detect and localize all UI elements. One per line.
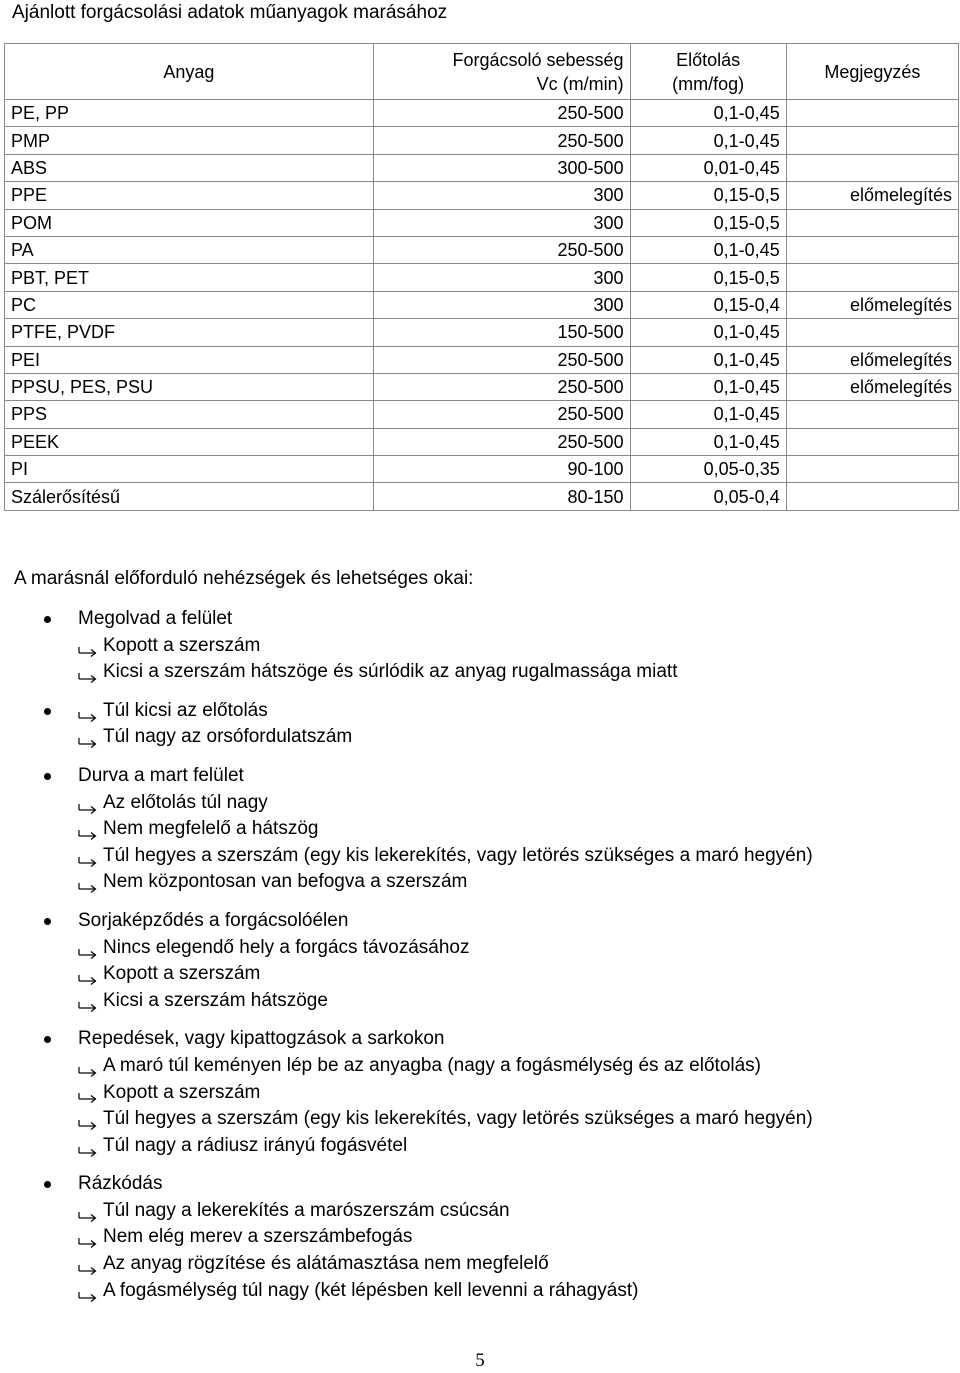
cause-text: Nincs elegendő hely a forgács távozásához <box>103 936 470 958</box>
cause-text: Túl nagy az orsófordulatszám <box>103 726 353 748</box>
bullet-icon <box>44 773 51 780</box>
cause-text: Nem központosan van befogva a szerszám <box>103 871 468 893</box>
cell-note <box>786 401 958 428</box>
cause-item <box>78 790 268 817</box>
cell-cutting-speed: 80-150 <box>373 483 630 510</box>
header-feed <box>630 44 786 100</box>
problem-line <box>0 698 960 725</box>
arrow-right-icon <box>78 1205 98 1217</box>
cause-text: Túl hegyes a szerszám (egy kis lekerekítés, vagy letörés szükséges a maró hegyén) <box>103 844 813 866</box>
problem-item <box>0 698 960 751</box>
table-row <box>5 319 959 346</box>
cell-cutting-speed: 250-500 <box>373 346 630 373</box>
problem-line <box>0 816 960 843</box>
bullet-icon <box>44 616 51 623</box>
cell-note <box>786 154 958 181</box>
page-number: 5 <box>475 1350 485 1371</box>
cause-item <box>78 843 813 870</box>
problem-line <box>0 1053 960 1080</box>
problem-line <box>0 1133 960 1160</box>
problem-line <box>0 659 960 686</box>
cause-text: Kicsi a szerszám hátszöge és súrlódik az anyag rugalmassága miatt <box>103 661 678 683</box>
cause-text: Kopott a szerszám <box>103 634 261 656</box>
cell-note: előmelegítés <box>786 373 958 400</box>
cell-material: PTFE, PVDF <box>5 319 374 346</box>
cell-note: előmelegítés <box>786 291 958 318</box>
cell-cutting-speed: 90-100 <box>373 456 630 483</box>
problem-line <box>0 935 960 962</box>
cause-item <box>78 1053 761 1080</box>
arrow-right-icon <box>78 876 98 888</box>
problem-line <box>0 908 960 935</box>
bullet-icon <box>44 708 51 715</box>
cause-text: Nem megfelelő a hátszög <box>103 818 319 840</box>
cause-item <box>78 659 677 686</box>
problem-item <box>0 763 960 896</box>
table-body <box>5 100 959 511</box>
table-row <box>5 154 959 181</box>
arrow-right-icon <box>78 1231 98 1243</box>
cell-cutting-speed: 250-500 <box>373 373 630 400</box>
cell-material: PBT, PET <box>5 264 374 291</box>
cell-material: PE, PP <box>5 100 374 127</box>
problem-line <box>0 1171 960 1198</box>
cell-cutting-speed: 150-500 <box>373 319 630 346</box>
cell-note <box>786 209 958 236</box>
cell-cutting-speed: 250-500 <box>373 428 630 455</box>
problem-item <box>0 606 960 686</box>
problems-list <box>0 606 960 1316</box>
cell-material: PI <box>5 456 374 483</box>
cell-note <box>786 236 958 263</box>
problem-title: Megolvad a felület <box>78 608 233 629</box>
cell-material: PA <box>5 236 374 263</box>
cell-note <box>786 428 958 455</box>
arrow-right-icon <box>78 823 98 835</box>
cause-item <box>78 869 467 896</box>
bullet-icon <box>44 1036 51 1043</box>
page-title: Ajánlott forgácsolási adatok műanyagok marásához <box>12 2 448 23</box>
problem-line <box>0 1198 960 1225</box>
cell-feed: 0,1-0,45 <box>630 236 786 263</box>
problem-title: Repedések, vagy kipattogzások a sarkokon <box>78 1028 445 1050</box>
cause-text: Az előtolás túl nagy <box>103 791 268 813</box>
cell-note <box>786 127 958 154</box>
problem-line <box>0 1224 960 1251</box>
cell-feed: 0,15-0,5 <box>630 182 786 209</box>
cause-item <box>78 1106 813 1133</box>
arrow-right-icon <box>78 705 98 717</box>
cell-cutting-speed: 250-500 <box>373 127 630 154</box>
cell-material: PEI <box>5 346 374 373</box>
cell-note <box>786 264 958 291</box>
arrow-right-icon <box>78 1113 98 1125</box>
problem-item <box>0 1026 960 1159</box>
arrow-right-icon <box>78 1086 98 1098</box>
problem-item <box>0 1171 960 1304</box>
cause-item <box>78 698 268 725</box>
table-row <box>5 428 959 455</box>
cause-text: Kopott a szerszám <box>103 1081 261 1103</box>
cell-cutting-speed: 250-500 <box>373 100 630 127</box>
problem-title: Durva a mart felület <box>78 764 244 786</box>
problem-line <box>0 1080 960 1107</box>
table-header-row <box>5 44 959 100</box>
table-row <box>5 182 959 209</box>
arrow-right-icon <box>78 850 98 862</box>
cause-text: Túl nagy a lekerekítés a marószerszám csúcsán <box>103 1199 510 1221</box>
header-material: Anyag <box>5 44 374 100</box>
cause-item <box>78 1133 407 1160</box>
problem-line <box>0 724 960 751</box>
cause-text: Nem elég merev a szerszámbefogás <box>103 1226 413 1248</box>
problem-line <box>0 843 960 870</box>
cause-item <box>78 935 470 962</box>
table-row <box>5 209 959 236</box>
header-speed-line1: Forgácsoló sebesség <box>452 49 624 70</box>
problem-line <box>0 869 960 896</box>
cause-text: A fogásmélység túl nagy (két lépésben kell levenni a ráhagyást) <box>103 1279 639 1301</box>
arrow-right-icon <box>78 1258 98 1270</box>
cell-feed: 0,15-0,5 <box>630 264 786 291</box>
problem-line <box>0 763 960 790</box>
problem-line <box>0 1106 960 1133</box>
arrow-right-icon <box>78 1060 98 1072</box>
cause-text: Túl hegyes a szerszám (egy kis lekerekítés, vagy letörés szükséges a maró hegyén) <box>103 1108 813 1130</box>
header-note: Megjegyzés <box>786 44 958 100</box>
table-row <box>5 401 959 428</box>
problem-title: Sorjaképződés a forgácsolóélen <box>78 909 349 931</box>
cell-material: ABS <box>5 154 374 181</box>
cell-material: POM <box>5 209 374 236</box>
cause-text: Túl kicsi az előtolás <box>103 699 268 721</box>
cell-feed: 0,01-0,45 <box>630 154 786 181</box>
table-row <box>5 127 959 154</box>
cell-feed: 0,1-0,45 <box>630 319 786 346</box>
cause-item <box>78 1198 510 1225</box>
arrow-right-icon <box>78 797 98 809</box>
cause-item <box>78 724 352 751</box>
problem-line <box>0 961 960 988</box>
cell-feed: 0,05-0,35 <box>630 456 786 483</box>
header-feed-line2: (mm/fog) <box>672 73 745 94</box>
cell-material: PMP <box>5 127 374 154</box>
cell-note <box>786 456 958 483</box>
arrow-right-icon <box>78 640 98 652</box>
cell-feed: 0,1-0,45 <box>630 401 786 428</box>
cell-cutting-speed: 250-500 <box>373 401 630 428</box>
table-row <box>5 373 959 400</box>
cell-feed: 0,15-0,4 <box>630 291 786 318</box>
cause-item <box>78 1224 412 1251</box>
cause-text: Kopott a szerszám <box>103 963 261 985</box>
header-speed-line2: Vc (m/min) <box>536 73 624 94</box>
problem-line <box>0 1278 960 1305</box>
arrow-right-icon <box>78 942 98 954</box>
header-cutting-speed <box>373 44 630 100</box>
table-row <box>5 291 959 318</box>
problem-line <box>0 790 960 817</box>
cause-item <box>78 988 328 1015</box>
cell-cutting-speed: 300 <box>373 291 630 318</box>
problem-item <box>0 908 960 1014</box>
cell-feed: 0,1-0,45 <box>630 373 786 400</box>
problem-line <box>0 988 960 1015</box>
cell-feed: 0,1-0,45 <box>630 127 786 154</box>
cell-cutting-speed: 300 <box>373 264 630 291</box>
problem-title: Rázkódás <box>78 1173 163 1195</box>
table-row <box>5 236 959 263</box>
cell-feed: 0,15-0,5 <box>630 209 786 236</box>
cell-material: PEEK <box>5 428 374 455</box>
problem-line <box>0 606 960 633</box>
cell-feed: 0,1-0,45 <box>630 100 786 127</box>
arrow-right-icon <box>78 995 98 1007</box>
cause-item <box>78 1278 638 1305</box>
arrow-right-icon <box>78 968 98 980</box>
arrow-right-icon <box>78 666 98 678</box>
cause-item <box>78 1080 260 1107</box>
cell-cutting-speed: 300-500 <box>373 154 630 181</box>
cell-note <box>786 319 958 346</box>
cell-feed: 0,1-0,45 <box>630 346 786 373</box>
cell-note: előmelegítés <box>786 346 958 373</box>
cell-feed: 0,1-0,45 <box>630 428 786 455</box>
bullet-icon <box>44 918 51 925</box>
table-row <box>5 346 959 373</box>
cell-feed: 0,05-0,4 <box>630 483 786 510</box>
arrow-right-icon <box>78 1285 98 1297</box>
problem-line <box>0 633 960 660</box>
table-row <box>5 483 959 510</box>
table-row <box>5 456 959 483</box>
cell-material: PPE <box>5 182 374 209</box>
header-feed-line1: Előtolás <box>676 49 741 70</box>
cause-item <box>78 816 318 843</box>
cause-item <box>78 961 260 988</box>
arrow-right-icon <box>78 1140 98 1152</box>
cell-material: PPSU, PES, PSU <box>5 373 374 400</box>
bullet-icon <box>44 1181 51 1188</box>
cause-text: Túl nagy a rádiusz irányú fogásvétel <box>103 1134 408 1156</box>
cause-text: Az anyag rögzítése és alátámasztása nem megfelelő <box>103 1253 549 1275</box>
cell-cutting-speed: 300 <box>373 182 630 209</box>
cause-text: Kicsi a szerszám hátszöge <box>103 989 328 1011</box>
cell-material: Szálerősítésű <box>5 483 374 510</box>
cause-text: A maró túl keményen lép be az anyagba (nagy a fogásmélység és az előtolás) <box>103 1054 761 1076</box>
cell-note: előmelegítés <box>786 182 958 209</box>
cause-item <box>78 1251 549 1278</box>
problems-heading: A marásnál előforduló nehézségek és lehetséges okai: <box>14 568 474 589</box>
cell-note <box>786 483 958 510</box>
cell-material: PPS <box>5 401 374 428</box>
arrow-right-icon <box>78 731 98 743</box>
cell-note <box>786 100 958 127</box>
cell-material: PC <box>5 291 374 318</box>
cell-cutting-speed: 250-500 <box>373 236 630 263</box>
table-row <box>5 264 959 291</box>
problem-line <box>0 1026 960 1053</box>
table-row <box>5 100 959 127</box>
cutting-data-table <box>4 43 959 511</box>
problem-line <box>0 1251 960 1278</box>
cell-cutting-speed: 300 <box>373 209 630 236</box>
cause-item <box>78 633 260 660</box>
